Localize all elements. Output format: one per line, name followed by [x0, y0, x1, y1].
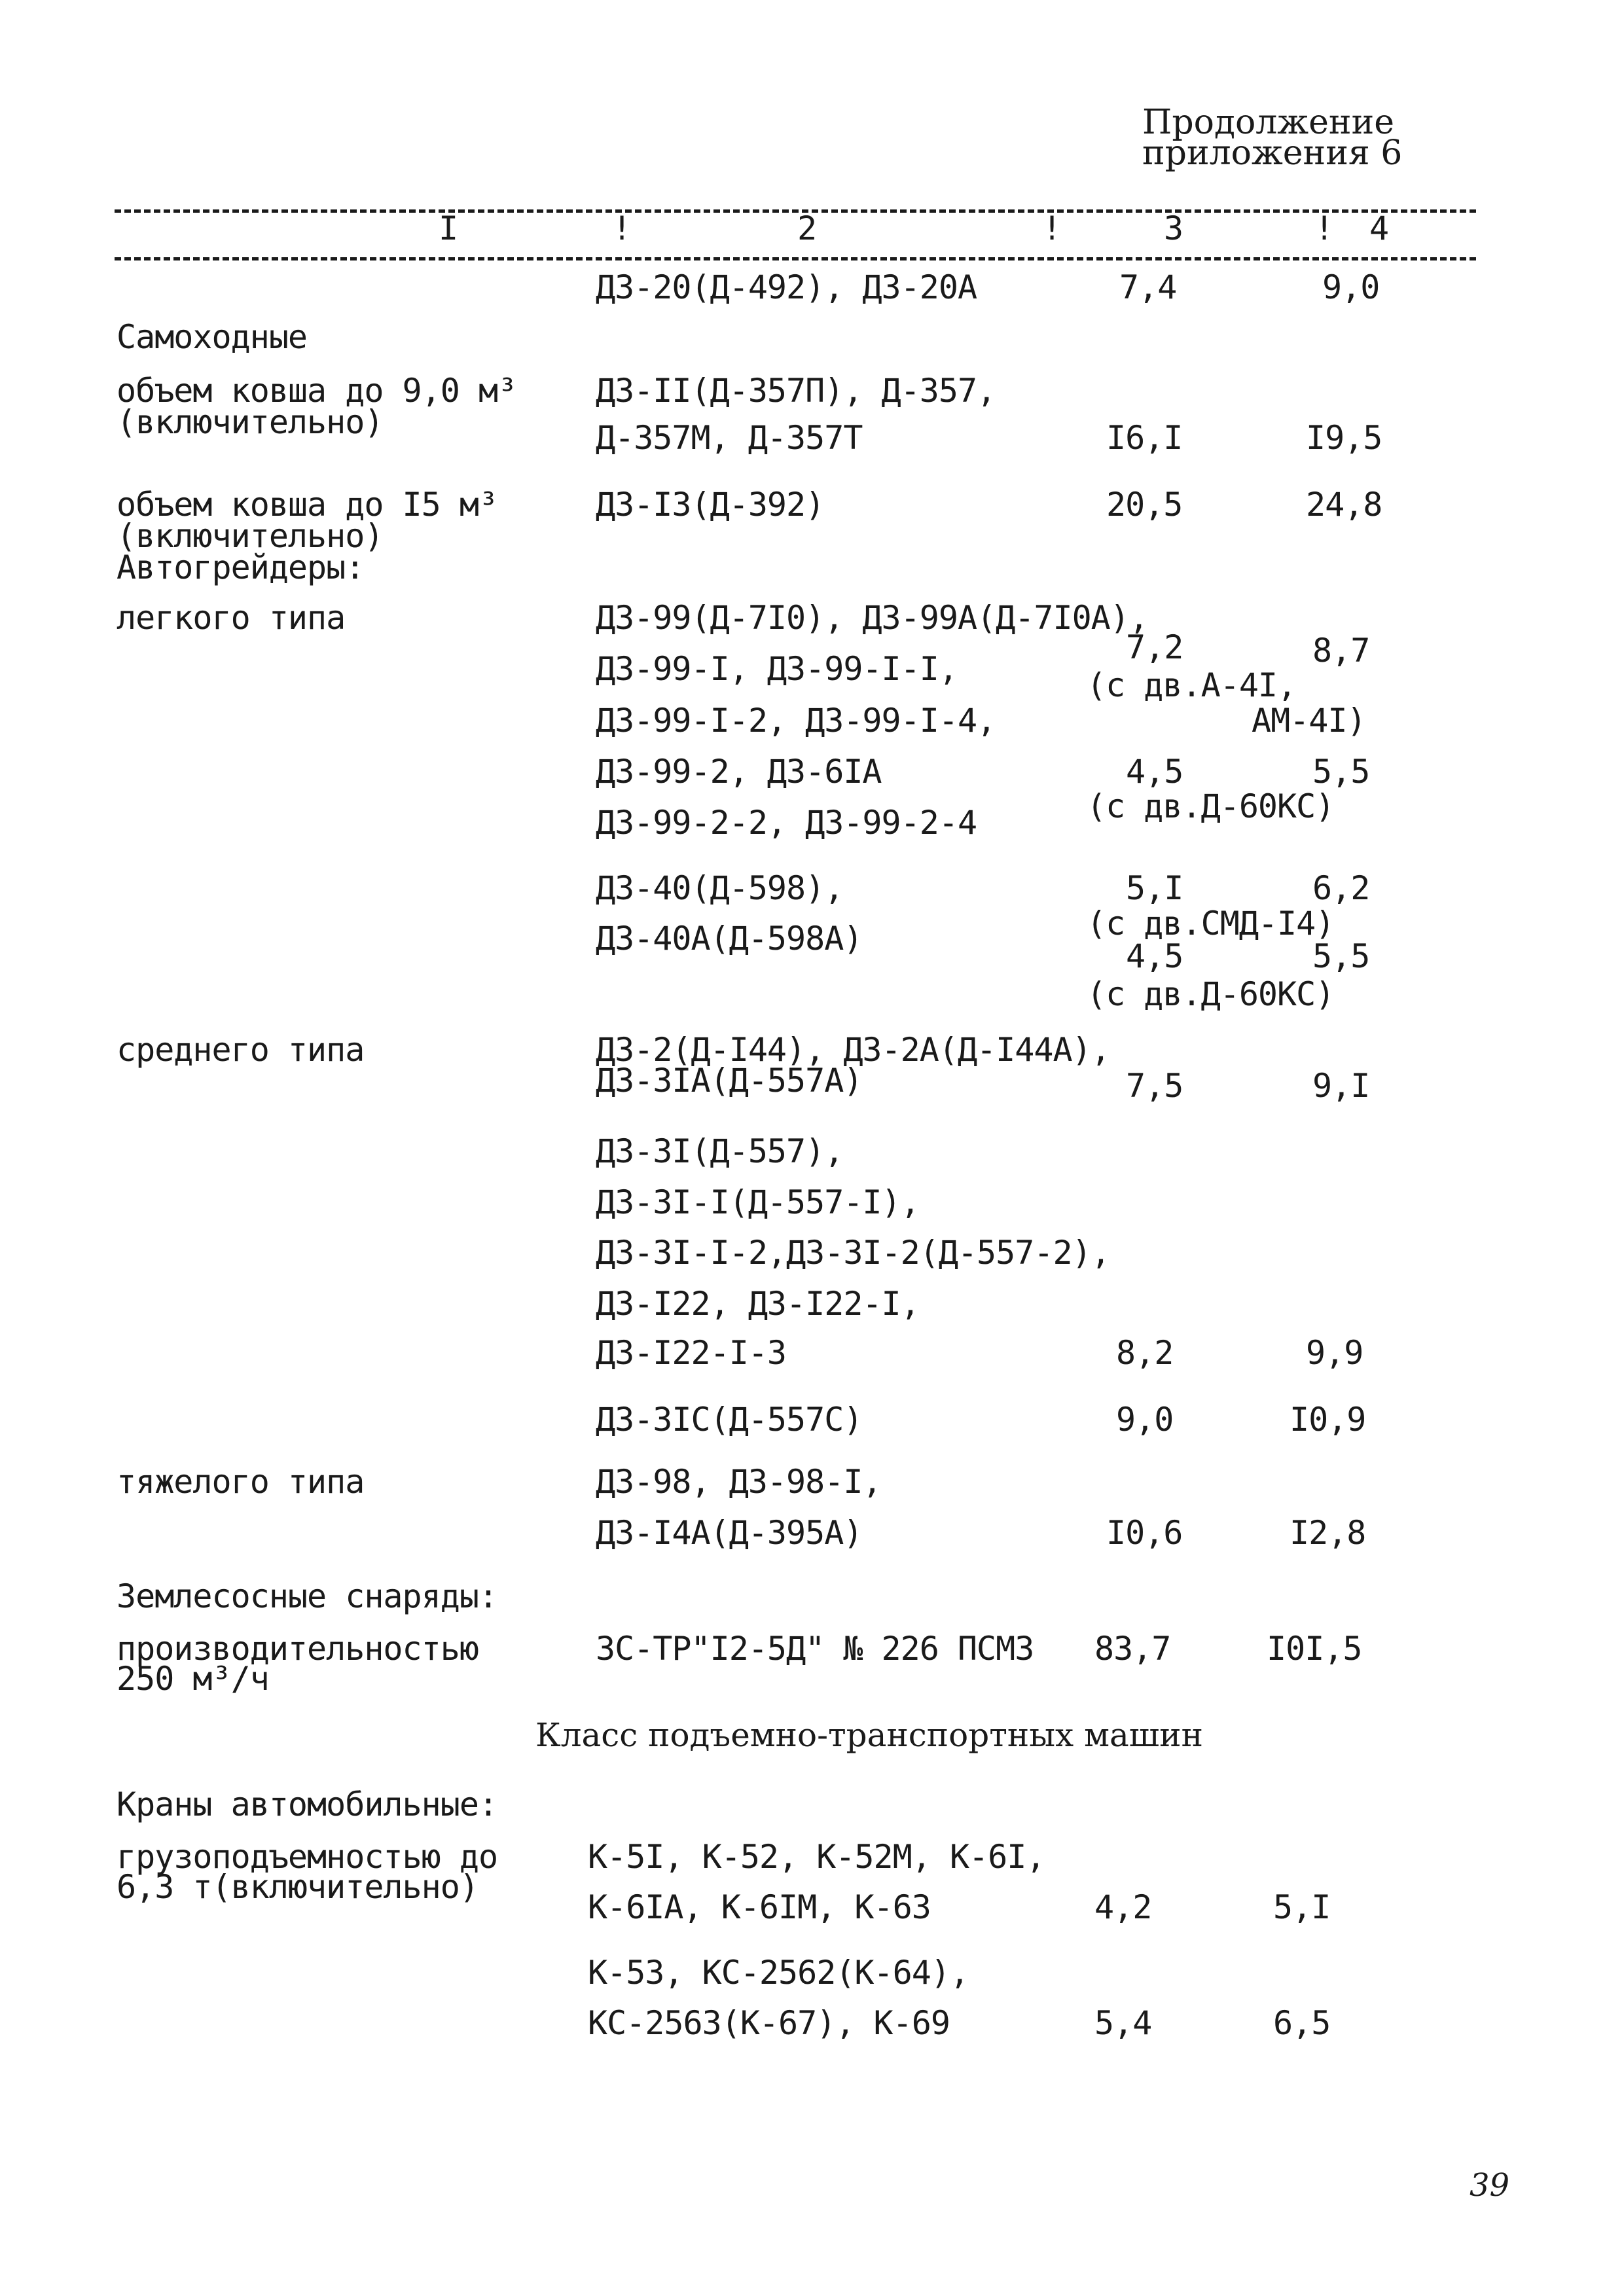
- value-col3-r1: I6,I: [1106, 419, 1183, 457]
- models-r7e: ДЗ-I22-I-3: [596, 1334, 787, 1372]
- value-col4-r3: 8,7: [1312, 632, 1370, 670]
- column-header-4: 4: [1369, 209, 1389, 247]
- models-r7b: ДЗ-3I-I(Д-557-I),: [596, 1183, 920, 1221]
- models-r1a: ДЗ-II(Д-357П), Д-357,: [596, 372, 996, 410]
- models-r5a: ДЗ-40(Д-598),: [596, 869, 844, 907]
- models-r0: ДЗ-20(Д-492), ДЗ-20А: [596, 268, 977, 306]
- page-number: 39: [1470, 2167, 1510, 2204]
- value-col3-r5a: 5,I: [1126, 869, 1183, 907]
- models-r8: ДЗ-3IС(Д-557С): [596, 1401, 863, 1439]
- models-r3a: ДЗ-99(Д-7I0), ДЗ-99А(Д-7I0А),: [596, 599, 1148, 637]
- value-col4-r4: 5,5: [1312, 753, 1370, 791]
- engine-note-r5b: (с дв.Д-60КС): [1087, 975, 1335, 1013]
- value-col3-r8: 9,0: [1116, 1401, 1174, 1439]
- models-r12b: КС-2563(К-67), К-69: [588, 2004, 950, 2042]
- value-col4-r11: 5,I: [1273, 1888, 1331, 1926]
- models-r10: ЗС-ТР"I2-5Д" № 226 ПСМЗ: [596, 1630, 1034, 1668]
- value-col4-r9: I2,8: [1290, 1514, 1366, 1552]
- category-cranes: Краны автомобильные:: [117, 1785, 498, 1823]
- value-col4-r12: 6,5: [1273, 2004, 1331, 2042]
- subcategory-heavy: тяжелого типа: [117, 1463, 365, 1501]
- engine-note-r3-1: (с дв.А-4I,: [1087, 666, 1297, 704]
- bucket-15-label-1: объем ковша до I5 м³: [117, 486, 498, 524]
- bucket-15-label-2: (включительно): [117, 517, 384, 555]
- subcategory-light: легкого типа: [117, 599, 346, 637]
- header-rule-bottom: [115, 257, 1476, 260]
- column-header-2: 2: [797, 209, 817, 247]
- value-col4-r5a: 6,2: [1312, 869, 1370, 907]
- value-col3-r10: 83,7: [1094, 1630, 1171, 1668]
- value-col3-r0: 7,4: [1119, 268, 1177, 306]
- category-graders: Автогрейдеры:: [117, 548, 365, 586]
- models-r3c: ДЗ-99-I-2, ДЗ-99-I-4,: [596, 702, 996, 740]
- category-dredgers: Землесосные снаряды:: [117, 1577, 498, 1615]
- column-header-1: I: [439, 209, 458, 247]
- models-r4b: ДЗ-99-2-2, ДЗ-99-2-4: [596, 804, 977, 842]
- value-col4-r7: 9,9: [1306, 1334, 1363, 1372]
- continuation-line-1: Продолжение: [1142, 103, 1394, 142]
- models-r6a: ДЗ-2(Д-I44), ДЗ-2А(Д-I44А),: [596, 1031, 1110, 1069]
- value-col4-r6: 9,I: [1312, 1067, 1370, 1105]
- column-separator-2: !: [1042, 209, 1062, 247]
- class-heading: Класс подъемно-транспортных машин: [535, 1716, 1203, 1754]
- models-r2: ДЗ-I3(Д-392): [596, 486, 825, 524]
- value-col4-r2: 24,8: [1306, 486, 1382, 524]
- value-col3-r7: 8,2: [1116, 1334, 1174, 1372]
- engine-note-r5a: (с дв.СМД-I4): [1087, 905, 1335, 942]
- subcategory-medium: среднего типа: [117, 1031, 365, 1069]
- value-col3-r4: 4,5: [1126, 753, 1183, 791]
- engine-note-r3-2: АМ-4I): [1252, 702, 1366, 740]
- models-r3b: ДЗ-99-I, ДЗ-99-I-I,: [596, 650, 958, 688]
- models-r5b: ДЗ-40А(Д-598А): [596, 920, 863, 958]
- capacity-label-1: производительностью: [117, 1630, 478, 1668]
- column-header-3: 3: [1164, 209, 1183, 247]
- column-separator-1: !: [612, 209, 632, 247]
- models-r6b: ДЗ-3IА(Д-557А): [596, 1062, 863, 1100]
- value-col4-r0: 9,0: [1322, 268, 1380, 306]
- lift-label-1: грузоподъемностью до: [117, 1838, 498, 1876]
- models-r12a: К-53, КС-2562(К-64),: [588, 1954, 969, 1992]
- models-r11b: К-6IА, К-6IМ, К-63: [588, 1888, 931, 1926]
- capacity-label-2: 250 м³/ч: [117, 1660, 269, 1698]
- value-col4-r1: I9,5: [1306, 419, 1382, 457]
- value-col3-r11: 4,2: [1094, 1888, 1152, 1926]
- models-r9a: ДЗ-98, ДЗ-98-I,: [596, 1463, 882, 1501]
- value-col3-r2: 20,5: [1106, 486, 1183, 524]
- value-col3-r12: 5,4: [1094, 2004, 1152, 2042]
- lift-label-2: 6,3 т(включительно): [117, 1868, 478, 1906]
- bucket-9-label-1: объем ковша до 9,0 м³: [117, 372, 517, 410]
- models-r11a: К-5I, К-52, К-52М, К-6I,: [588, 1838, 1045, 1876]
- models-r9b: ДЗ-I4А(Д-395А): [596, 1514, 863, 1552]
- engine-note-r4: (с дв.Д-60КС): [1087, 787, 1335, 825]
- header-rule-top: [115, 209, 1476, 213]
- value-col3-r5b: 4,5: [1126, 937, 1183, 975]
- models-r4a: ДЗ-99-2, ДЗ-6IА: [596, 753, 882, 791]
- value-col4-r5b: 5,5: [1312, 937, 1370, 975]
- models-r7d: ДЗ-I22, ДЗ-I22-I,: [596, 1285, 920, 1323]
- models-r7c: ДЗ-3I-I-2,ДЗ-3I-2(Д-557-2),: [596, 1234, 1110, 1272]
- bucket-9-label-2: (включительно): [117, 403, 384, 441]
- continuation-line-2: приложения 6: [1142, 134, 1403, 173]
- models-r7a: ДЗ-3I(Д-557),: [596, 1132, 844, 1170]
- value-col3-r9: I0,6: [1106, 1514, 1183, 1552]
- value-col3-r3: 7,2: [1126, 628, 1183, 666]
- value-col3-r6: 7,5: [1126, 1067, 1183, 1105]
- models-r1b: Д-357М, Д-357Т: [596, 419, 863, 457]
- value-col4-r10: I0I,5: [1267, 1630, 1362, 1668]
- column-separator-3: !: [1314, 209, 1334, 247]
- category-self-propelled: Самоходные: [117, 318, 308, 356]
- value-col4-r8: I0,9: [1290, 1401, 1366, 1439]
